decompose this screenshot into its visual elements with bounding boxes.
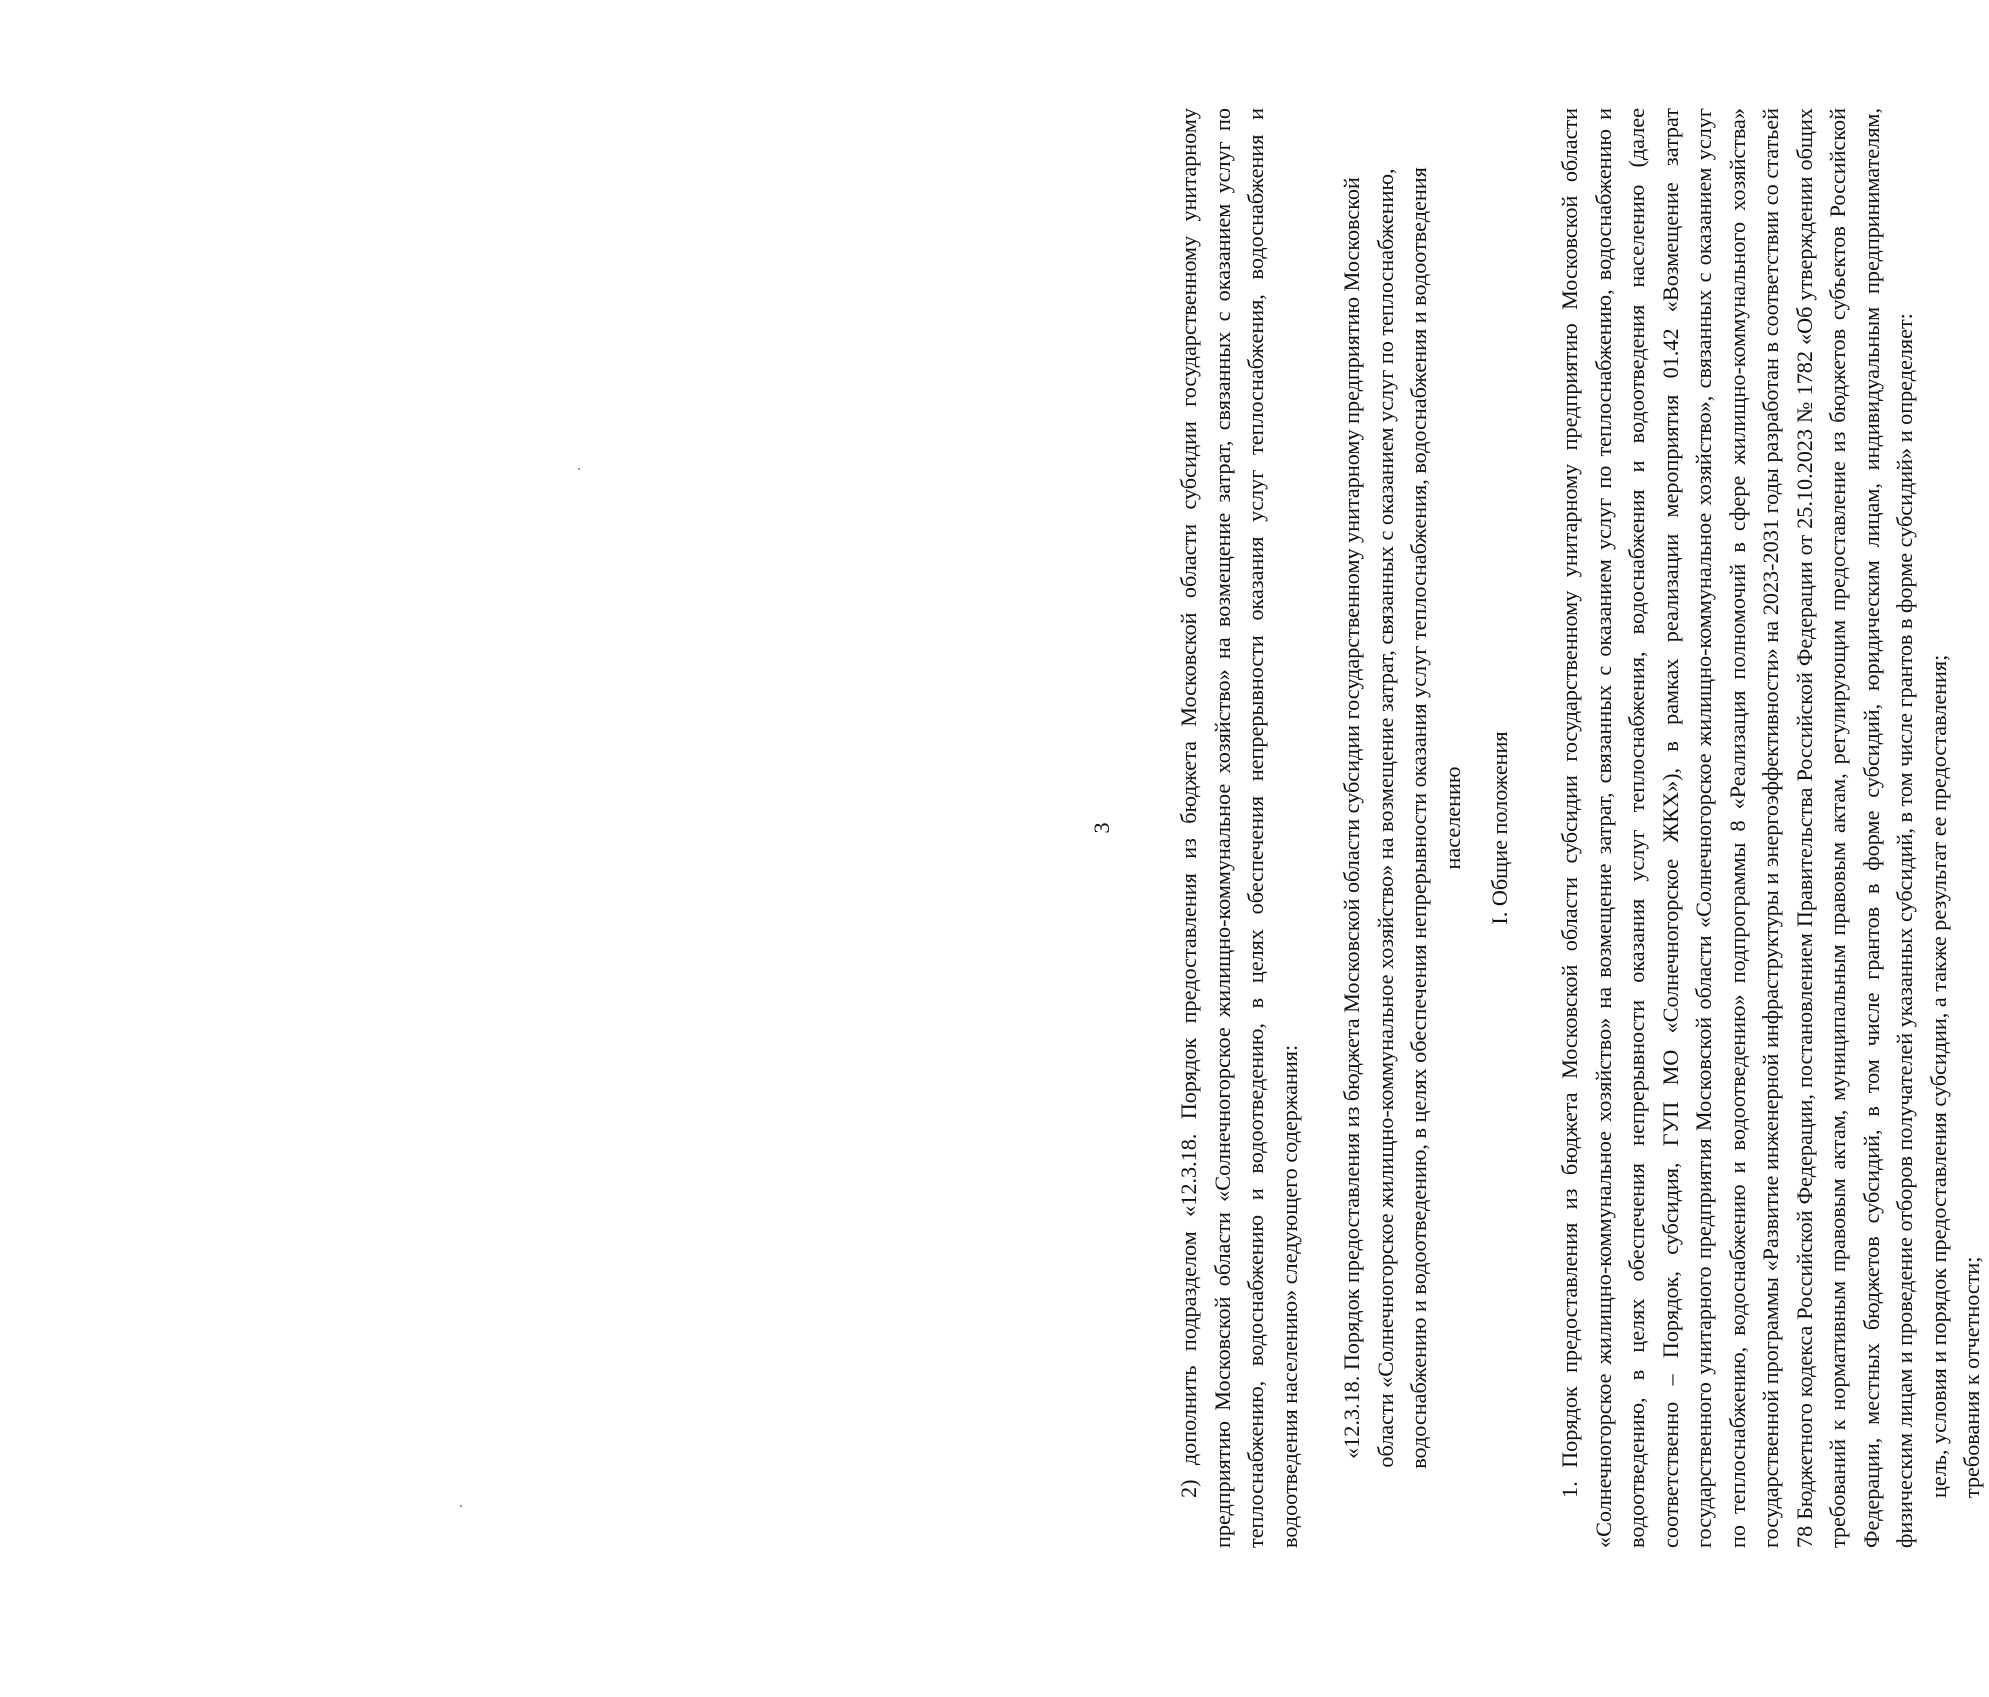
- scan-speck: [460, 1505, 462, 1507]
- scan-speck: [578, 468, 580, 470]
- page-number: 3: [1089, 822, 1114, 834]
- general-provisions-block: [1553, 108, 1989, 1548]
- intro-block: [1172, 108, 1306, 1548]
- subsection-title: «12.3.18. Порядок предоставления из бюджета Московской области субсидии государственному унитарному предприятию Московской области «Солнечногорское жилищно-коммунальное хозяйство» на возмещение затрат, связанных с оказанием услуг по теплоснабжению, водоснабжению и водоотведению, в целях обеспечения непрерывности оказания услуг теплоснабжения, водоснабжения и водоотведения населению: [1339, 167, 1465, 1469]
- section-heading: I. Общие положения: [1487, 731, 1512, 925]
- list-item-1: цель, условия и порядок предоставления субсидии, а также результат ее предоставления;: [1925, 654, 1951, 1498]
- paragraph-1: 1. Порядок предоставления из бюджета Московской области субсидии государственному унитарному предприятию Московской области «Солнечногорское жилищно-коммунальное хозяйство» на возмещение затрат, связанных с оказанием услуг по теплоснабжению, водоснабжению и водоотведению, в целях обеспечения непрерывности оказания услуг теплоснабжения, водоснабжения и водоотведения населению (далее соответственно – Порядок, субсидия, ГУП МО «Солнечногорское ЖКХ»), в рамках реализации мероприятия 01.42 «Возмещение затрат государственного унитарного предприятия Московской области «Солнечногорское жилищно-коммунальное хозяйство», связанных с оказанием услуг по теплоснабжению, водоснабжению и водоотведению» подпрограммы 8 «Реализация полномочий в сфере жилищно-коммунального хозяйства» государственной программы «Развитие инженерной инфраструктуры и энергоэффективности» на 2023-2031 годы разработан в соответствии со статьей 78 Бюджетного кодекса Российской Федерации, постановлением Правительства Российской Федерации от 25.10.2023 № 1782 «Об утверждении общих требований к нормативным правовым актам, муниципальным правовым актам, регулирующим предоставление из бюджетов субъектов Российской Федерации, местных бюджетов субсидий, в том числе грантов в форме субсидий, юридическим лицам, индивидуальным предпринимателям, физическим лицам и проведение отборов получателей указанных субсидий, в том числе грантов в форме субсидий» и определяет:: [1557, 108, 1917, 1548]
- list-item-2: требования к отчетности;: [1959, 1256, 1984, 1498]
- intro-paragraph: 2) дополнить подразделом «12.3.18. Порядок предоставления из бюджета Московской области субсидии государственному унитарному предприятию Московской области «Солнечногорское жилищно-коммунальное хозяйство» на возмещение затрат, связанных с оказанием услуг по теплоснабжению, водоснабжению и водоотведению, в целях обеспечения непрерывности оказания услуг теплоснабжения, водоснабжения и водоотведения населению» следующего содержания:: [1176, 108, 1302, 1548]
- rotated-content: [1085, 108, 1984, 1548]
